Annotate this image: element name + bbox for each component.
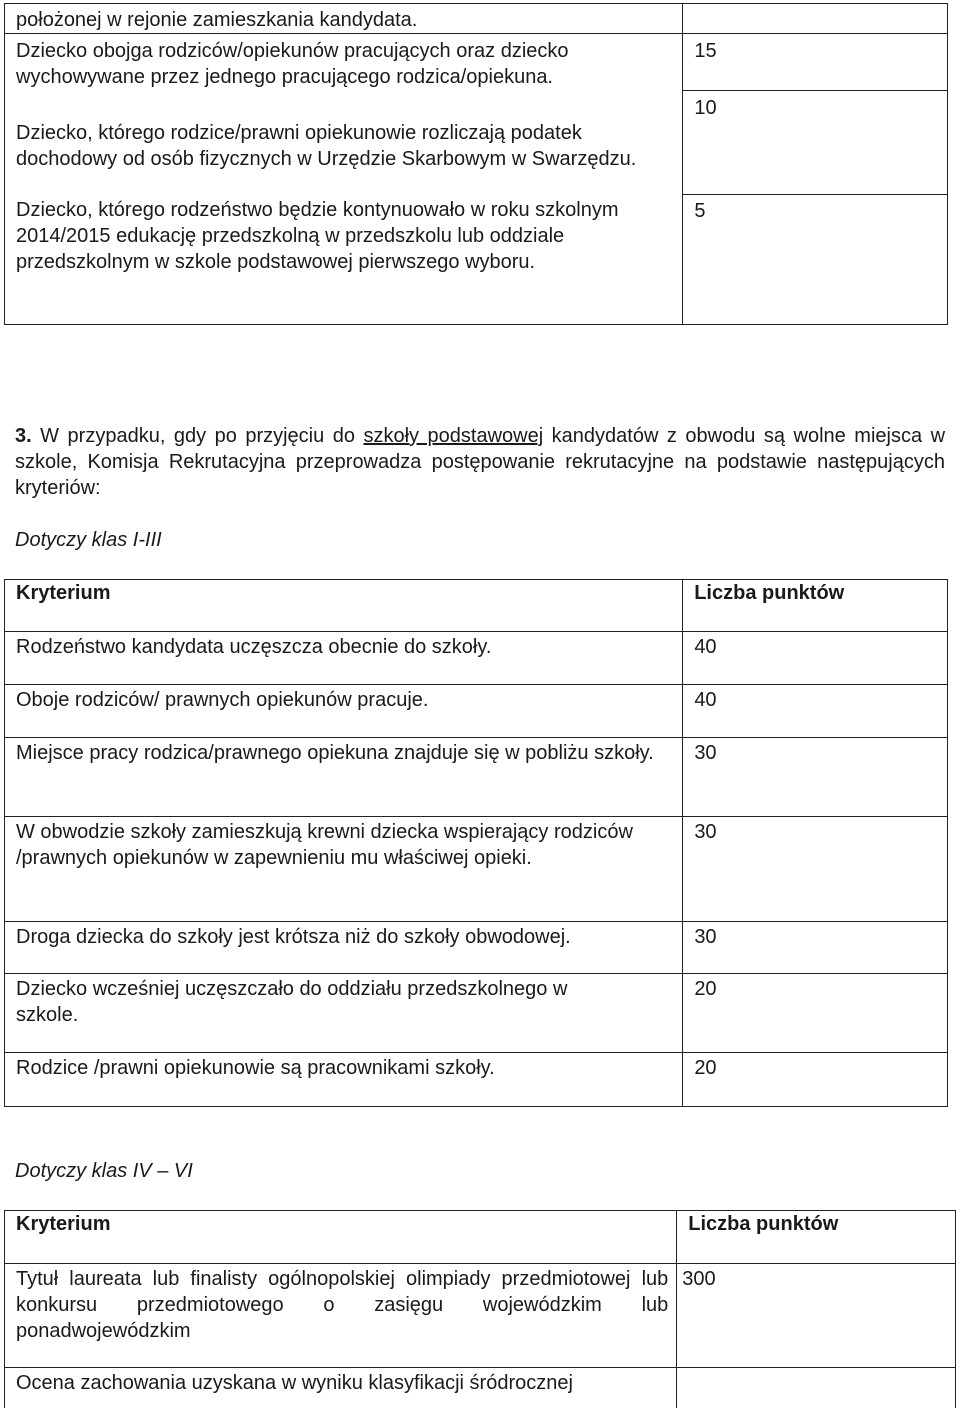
points-cell bbox=[677, 1368, 956, 1408]
criterion-cell: Droga dziecka do szkoły jest krótsza niż do szkoły obwodowej. bbox=[5, 922, 683, 974]
criteria-table-preschool bbox=[4, 3, 948, 325]
group-heading-1-3: Dotyczy klas I-III bbox=[15, 529, 162, 551]
criterion-cell: położonej w rejonie zamieszkania kandydata. bbox=[5, 4, 683, 34]
criterion-cell: W obwodzie szkoły zamieszkują krewni dziecka wspierający rodziców /prawnych opiekunów w zapewnieniu mu właściwej opieki. bbox=[5, 817, 683, 922]
table-row bbox=[5, 974, 948, 1053]
table-row bbox=[5, 4, 948, 34]
table-header-row bbox=[5, 580, 948, 632]
criterion-cell bbox=[5, 1264, 677, 1368]
section-3-paragraph bbox=[15, 423, 945, 501]
table-row bbox=[5, 738, 948, 817]
criterion-cell: Oboje rodziców/ prawnych opiekunów pracuje. bbox=[5, 685, 683, 738]
criterion-cell: Dziecko, którego rodzice/prawni opiekunowie rozliczają podatek dochodowy od osób fizycznych w Urzędzie Skarbowym w Swarzędzu. bbox=[5, 90, 683, 194]
criterion-text: Tytuł laureata lub finalisty ogólnopolskiej olimpiady przedmiotowej lub konkursu przedmiotowego o zasięgu wojewódzkim lub ponadwojewódzkim bbox=[16, 1268, 669, 1342]
points-cell: 30 bbox=[683, 738, 948, 817]
points-cell: 30 bbox=[683, 922, 948, 974]
column-header-criterion: Kryterium bbox=[5, 1211, 677, 1264]
criterion-cell: Dziecko wcześniej uczęszczało do oddziału przedszkolnego w szkole. bbox=[5, 974, 683, 1053]
points-cell: 20 bbox=[683, 974, 948, 1053]
table-row bbox=[5, 817, 948, 922]
criterion-cell: Miejsce pracy rodzica/prawnego opiekuna znajduje się w pobliżu szkoły. bbox=[5, 738, 683, 817]
column-header-criterion: Kryterium bbox=[5, 580, 683, 632]
table-row bbox=[5, 1368, 956, 1408]
criteria-table-grades-1-3-body bbox=[4, 631, 948, 1107]
points-cell bbox=[683, 4, 948, 34]
points-cell: 40 bbox=[683, 685, 948, 738]
table-row bbox=[5, 1264, 956, 1368]
table-row bbox=[5, 685, 948, 738]
section-number: 3. bbox=[15, 425, 32, 447]
section-text-after: kandydatów z obwodu są wolne miejsca w szkole, Komisja Rekrutacyjna przeprowadza postępowanie rekrutacyjne na podstawie następujących kryteriów: bbox=[15, 425, 946, 499]
points-cell: 5 bbox=[683, 194, 948, 324]
criterion-cell: Rodzeństwo kandydata uczęszcza obecnie do szkoły. bbox=[5, 632, 683, 685]
table-row bbox=[5, 34, 948, 91]
underlined-term: szkoły podstawowej bbox=[363, 425, 544, 447]
table-row bbox=[5, 1053, 948, 1107]
section-text-before: W przypadku, gdy po przyjęciu do bbox=[31, 425, 364, 447]
criterion-cell: Rodzice /prawni opiekunowie są pracownikami szkoły. bbox=[5, 1053, 683, 1107]
table-row bbox=[5, 922, 948, 974]
group-heading-4-6: Dotyczy klas IV – VI bbox=[15, 1160, 193, 1182]
table-row bbox=[5, 632, 948, 685]
criterion-cell: Dziecko obojga rodziców/opiekunów pracujących oraz dziecko wychowywane przez jednego pracującego rodzica/opiekuna. bbox=[5, 34, 683, 91]
points-cell: 20 bbox=[683, 1053, 948, 1107]
points-cell: 30 bbox=[683, 817, 948, 922]
points-cell: 10 bbox=[683, 90, 948, 194]
criterion-cell: Ocena zachowania uzyskana w wyniku klasyfikacji śródrocznej bbox=[5, 1368, 677, 1408]
criteria-table-grades-4-6 bbox=[4, 1210, 956, 1408]
column-header-points: Liczba punktów bbox=[677, 1211, 956, 1264]
criterion-cell: Dziecko, którego rodzeństwo będzie kontynuowało w roku szkolnym 2014/2015 edukację przedszkolną w przedszkolu lub oddziale przedszkolnym w szkole podstawowej pierwszego wyboru. bbox=[5, 194, 683, 324]
table-header-row bbox=[5, 1211, 956, 1264]
table-row bbox=[5, 194, 948, 324]
points-cell: 40 bbox=[683, 632, 948, 685]
table-row bbox=[5, 90, 948, 194]
column-header-points: Liczba punktów bbox=[683, 580, 948, 632]
points-cell: 15 bbox=[683, 34, 948, 91]
points-cell: 300 bbox=[677, 1264, 956, 1368]
